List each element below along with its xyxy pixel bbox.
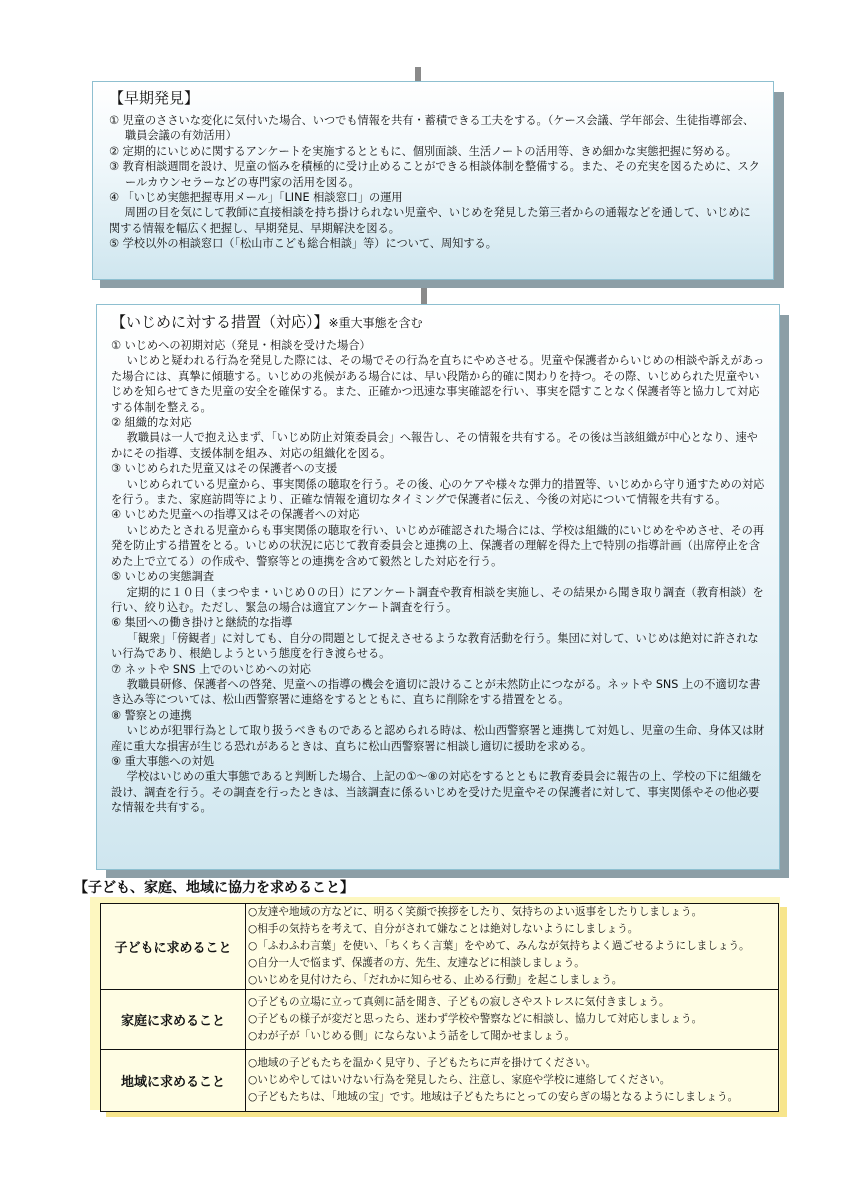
early-item-4-body: 周囲の目を気にして教師に直接相談を持ち掛けられない児童や、いじめを発見した第三者からの通報などを通して、いじめに関する情報を幅広く把握し、早期発見、早期解決を図る。	[109, 206, 751, 235]
early-item-4-heading: ④ 「いじめ実態把握専用メール」「LINE 相談窓口」の運用	[109, 191, 403, 205]
row-children-item-3: ○「ふわふわ言葉」を使い、「ちくちく言葉」をやめて、みんなが気持ちよく過ごせるようにしましょう。	[248, 940, 750, 952]
row-family-label: 家庭に求めること	[101, 990, 246, 1050]
measure-item-3-heading: ③ いじめられた児童又はその保護者への支援	[111, 462, 338, 476]
early-detection-panel	[92, 81, 774, 280]
measures-title-text: 【いじめに対する措置（対応）】	[111, 313, 329, 331]
measures-title	[111, 312, 767, 333]
measure-item-8-body: いじめが犯罪行為として取り扱うべきものであると認められる時は、松山西警察署と連携して対処し、児童の生命、身体又は財産に重大な損害が生じる恐れがあるときは、直ちに松山西警察署に相談し適切に援助を求める。	[111, 724, 765, 753]
row-community-items	[246, 1050, 779, 1112]
early-item-1-text: ① 児童のささいな変化に気付いた場合、いつでも情報を共有・蓄積できる工夫をする。（ケース会議、学年部会、生徒指導部会、職員会議の有効活用）	[109, 114, 755, 143]
row-community-item-2: ○いじめやしてはいけない行為を発見したら、注意し、家庭や学校に連絡してください。	[248, 1074, 671, 1086]
measure-item-5-body: 定期的に１０日（まつやま・いじめ０の日）にアンケート調査や教育相談を実施し、その結果から聞き取り調査（教育相談）を行い、絞り込む。ただし、緊急の場合は適宜アンケート調査を行う。	[111, 585, 764, 614]
row-family-item-1: ○子どもの立場に立って真剣に話を聞き、子どもの寂しさやストレスに気付きましょう。	[248, 996, 670, 1008]
cooperation-row-family	[101, 990, 779, 1050]
early-item-5-text: ⑤ 学校以外の相談窓口（「松山市こども総合相談」等）について、周知する。	[109, 237, 497, 251]
measure-item-6	[111, 615, 767, 661]
early-item-2-text: ② 定期的にいじめに関するアンケートを実施するとともに、個別面談、生活ノートの活用等、きめ細かな実態把握に努める。	[109, 144, 737, 158]
early-item-3	[109, 159, 761, 190]
row-children-item-5: ○いじめを見付けたら、「だれかに知らせる、止める行動」を起こしましょう。	[248, 974, 623, 986]
measure-item-3-body: いじめられている児童から、事実関係の聴取を行う。その後、心のケアや様々な弾力的措置等、いじめから守り通すための対応を行う。また、家庭訪問等により、正確な情報を適切なタイミングで保護者に伝え、今後の対応について情報を共有する。	[111, 477, 765, 507]
early-item-5	[109, 236, 761, 251]
measure-item-7	[111, 662, 767, 708]
early-item-3-text: ③ 教育相談週間を設け、児童の悩みを積極的に受け止めることができる相談体制を整備する。また、その充実を図るために、スクールカウンセラーなどの専門家の活用を図る。	[109, 160, 760, 189]
measure-item-3	[111, 461, 767, 507]
measure-item-9-heading: ⑨ 重大事態への対処	[111, 754, 215, 768]
row-children-items	[246, 904, 779, 990]
cooperation-table	[100, 903, 779, 1112]
measure-item-9-body: 学校はいじめの重大事態であると判断した場合、上記の①～⑧の対応をするとともに教育委員会に報告の上、学校の下に組織を設け、調査を行う。その調査を行ったときは、当該調査に係るいじめを受けた児童やその保護者に対して、事実関係やその他必要な情報を共有する。	[111, 770, 763, 815]
early-item-1	[109, 113, 761, 144]
measure-item-5-heading: ⑤ いじめの実態調査	[111, 570, 215, 584]
measures-panel	[96, 304, 780, 870]
row-community-item-1: ○地域の子どもたちを温かく見守り、子どもたちに声を掛けてください。	[248, 1057, 597, 1069]
measure-item-6-heading: ⑥ 集団への働き掛けと継続的な指導	[111, 616, 293, 630]
cooperation-row-children	[101, 904, 779, 990]
measure-item-1-heading: ① いじめへの初期対応（発見・相談を受けた場合）	[111, 339, 371, 352]
measures-list	[111, 338, 767, 816]
measure-item-9	[111, 754, 767, 816]
row-children-item-4: ○自分一人で悩まず、保護者の方、先生、友達などに相談しましょう。	[248, 957, 585, 969]
measure-item-1-body: いじめと疑われる行為を発見した際には、その場でその行為を直ちにやめさせる。児童や保護者からいじめの相談や訴えがあった場合には、真摯に傾聴する。いじめの兆候がある場合には、早い段階から的確に関わりを持つ。その際、いじめられた児童やいじめを知らせてきた児童の安全を確保する。また、正確かつ迅速な事実確認を行い、事実を隠すことなく保護者等と協力して対応する体制を整える。	[111, 354, 765, 414]
measure-item-7-heading: ⑦ ネットや SNS 上でのいじめへの対応	[111, 662, 311, 676]
measure-item-1	[111, 338, 767, 415]
early-item-4	[109, 190, 761, 236]
row-family-item-3: ○わが子が「いじめる側」にならないよう話をして聞かせましょう。	[248, 1030, 576, 1042]
cooperation-title: 【子ども、家庭、地域に協力を求めること】	[74, 880, 354, 896]
measure-item-2-heading: ② 組織的な対応	[111, 416, 192, 430]
cooperation-row-community	[101, 1050, 779, 1112]
measure-item-2	[111, 415, 767, 461]
measure-item-2-body: 教職員は一人で抱え込まず、「いじめ防止対策委員会」へ報告し、その情報を共有する。その後は当該組織が中心となり、速やかにその指導、支援体制を組み、対応の組織化を図る。	[111, 431, 758, 460]
measure-item-7-body: 教職員研修、保護者への啓発、児童への指導の機会を適切に設けることが未然防止につながる。ネットや SNS 上の不適切な書き込み等については、松山西警察署に連絡をするとともに、直ちに削除をする措置をとる。	[111, 677, 761, 707]
row-community-item-3: ○子どもたちは、「地域の宝」です。地域は子どもたちにとっての安らぎの場となるようにしましょう。	[248, 1091, 739, 1103]
early-detection-title: 【早期発見】	[109, 89, 200, 107]
measure-item-6-body: 「観衆」「傍観者」に対しても、自分の問題として捉えさせるような教育活動を行う。集団に対して、いじめは絶対に許されない行為であり、根絶しようという態度を行き渡らせる。	[111, 631, 759, 661]
row-family-items	[246, 990, 779, 1050]
early-detection-list	[109, 113, 761, 252]
row-children-item-1: ○友達や地域の方などに、明るく笑顔で挨拶をしたり、気持ちのよい返事をしたりしましょう。	[248, 906, 703, 918]
row-community-label: 地域に求めること	[101, 1050, 246, 1112]
row-children-item-2: ○相手の気持ちを考えて、自分がされて嫌なことは絶対しないようにしましょう。	[248, 923, 639, 935]
measure-item-8	[111, 708, 767, 754]
measure-item-4-body: いじめたとされる児童からも事実関係の聴取を行い、いじめが確認された場合には、学校は組織的にいじめをやめさせ、その再発を防止する措置をとる。いじめの状況に応じて教育委員会と連携の上、保護者の理解を得た上で特別の指導計画（出席停止を含めた上で立てる）の作成や、警察等との連携を含めて毅然とした対応を行う。	[111, 523, 765, 568]
measure-item-8-heading: ⑧ 警察との連携	[111, 708, 192, 722]
row-family-item-2: ○子どもの様子が変だと思ったら、迷わず学校や警察などに相談し、協力して対応しましょう。	[248, 1013, 703, 1025]
measure-item-4-heading: ④ いじめた児童への指導又はその保護者への対応	[111, 508, 360, 522]
row-children-label: 子どもに求めること	[101, 904, 246, 990]
measure-item-4	[111, 507, 767, 569]
measures-title-note: ※重大事態を含む	[328, 316, 423, 330]
measure-item-5	[111, 569, 767, 615]
early-item-2	[109, 144, 761, 159]
